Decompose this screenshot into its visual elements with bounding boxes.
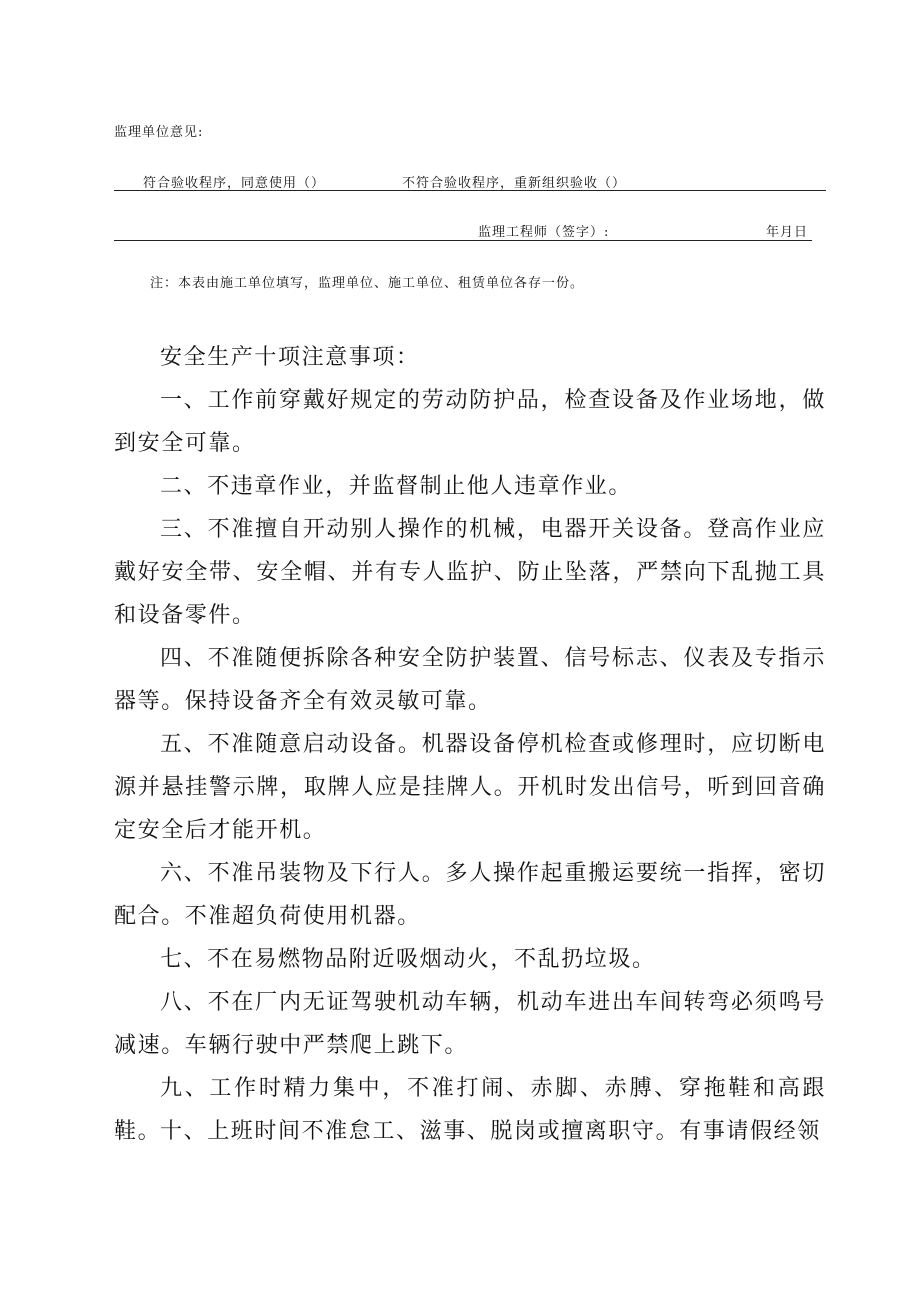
safety-item-4: 四、不准随便拆除各种安全防护装置、信号标志、仪表及专指示器等。保持设备齐全有效灵敏可靠。 bbox=[114, 646, 826, 714]
form-note: 注：本表由施工单位填写，监理单位、施工单位、租赁单位各存一份。 bbox=[150, 276, 585, 291]
safety-item-7: 七、不在易燃物品附近吸烟动火，不乱扔垃圾。 bbox=[160, 947, 656, 972]
supervision-opinion-label: 监理单位意见: bbox=[114, 125, 204, 140]
divider-line bbox=[114, 190, 826, 191]
safety-title: 安全生产十项注意事项： bbox=[160, 345, 420, 370]
safety-item-5: 五、不准随意启动设备。机器设备停机检查或修理时，应切断电源并悬挂警示牌，取牌人应是挂牌人。开机时发出信号，听到回音确定安全后才能开机。 bbox=[114, 732, 826, 843]
safety-item-9: 九、工作时精力集中，不准打闹、赤脚、赤膊、穿拖鞋和高跟鞋。 bbox=[114, 1076, 826, 1144]
engineer-sign-label: 监理工程师（签字）: bbox=[478, 225, 610, 240]
signature-line bbox=[114, 240, 812, 241]
safety-item-3: 三、不准擅自开动别人操作的机械，电器开关设备。登高作业应戴好安全带、安全帽、并有专人监护、防止坠落，严禁向下乱抛工具和设备零件。 bbox=[114, 517, 826, 628]
safety-item-10: 十、上班时间不准怠工、滋事、脱岗或擅离职守。有事请假经领 bbox=[160, 1119, 821, 1144]
safety-item-6: 六、不准吊装物及下行人。多人操作起重搬运要统一指挥，密切配合。不准超负荷使用机器。 bbox=[114, 861, 826, 929]
safety-item-1: 一、工作前穿戴好规定的劳动防护品，检查设备及作业场地，做到安全可靠。 bbox=[114, 388, 826, 456]
option-agree: 符合验收程序，同意使用（） bbox=[143, 176, 326, 191]
date-label: 年月日 bbox=[766, 225, 809, 240]
safety-item-2: 二、不违章作业，并监督制止他人违章作业。 bbox=[160, 474, 633, 499]
option-disagree: 不符合验收程序，重新组织验收（） bbox=[402, 176, 627, 191]
safety-item-8: 八、不在厂内无证驾驶机动车辆，机动车进出车间转弯必须鸣号减速。车辆行驶中严禁爬上跳下。 bbox=[114, 990, 826, 1058]
